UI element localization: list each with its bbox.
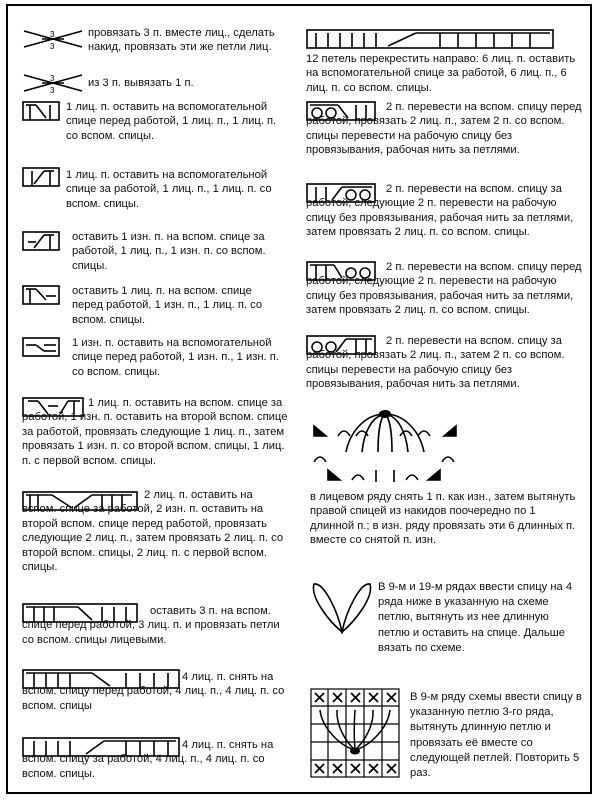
fan-symbol (310, 404, 460, 484)
fan-text: в лицевом ряду снять 1 п. как изн., затем вытянуть правой спицей из накидов поочередно по 1 длинной п.; в изн. ряду провязать эти 6 длинных п. вместе со снятой п. изн. (310, 491, 576, 547)
cross8-back-text: 4 лиц. п. снять на вспом. спицу за работой, 4 лиц. п., 4 лиц. п. со вспом. спицы. (22, 739, 274, 780)
slip2d-text: 2 п. перевести на вспом. спицу за работой, провязать 2 лиц. п., затем 2 п. со вспом. спицы перевести на рабочую спицу без провязывания, рабочая нить за петлями. (306, 335, 565, 391)
cross-back-symbol (22, 166, 62, 188)
3from3-symbol (22, 72, 86, 94)
svg-text:3: 3 (50, 86, 55, 94)
svg-text:3: 3 (50, 30, 55, 39)
slip2b-text: 2 п. перевести на вспом. спицу за работой, следующие 2 п. перевести на рабочую спицу без провязывания, рабочая нить за петлями, затем провязать 2 лиц. п. со вспом. спицы. (306, 183, 574, 239)
cross8-front-text: 4 лиц. п. снять на вспом. спицу перед работой, 4 лиц. п., 4 лиц. п. со вспом. спицы (22, 671, 285, 712)
slip2c-text: 2 п. перевести на вспом. спицу перед работой, следующие 2 п. перевести на рабочую спицу без провязывания, рабочая нить за петлями, затем провязать 2 лиц. п. со вспом. спицы. (306, 261, 582, 317)
cross12-symbol (306, 28, 556, 50)
3from3-text: из 3 п. вывязать 1 п. (88, 77, 194, 89)
cross-back-text: 1 лиц. п. оставить на вспомогательной спице за работой, 1 лиц. п., 1 лиц. п. со вспом. спицы. (66, 169, 272, 210)
drop-symbol (310, 578, 374, 638)
twist-purl-front-text: 1 изн. п. оставить на вспомогательной спице перед работой, 1 изн. п., 1 изн. п. со вспом. спицы. (72, 337, 279, 378)
cross6b-text: оставить 3 п. на вспом. спице перед работой, 3 лиц. п. и провязать петли со вспом. спицы лицевыми. (22, 605, 280, 646)
k3tog-symbol (22, 28, 86, 50)
twist-knit-text: оставить 1 лиц. п. на вспом. спице перед работой, 1 изн. п., 1 лиц. п. со вспом. спицы. (72, 285, 263, 326)
cross6-text: 2 лиц. п. оставить на вспом. спице за работой, 2 изн. п. оставить на второй вспом. спице перед работой, провязать следующие 2 лиц. п., затем провязать 2 лиц. п. со второй вспом. спицы, 2 лиц. п. с первой вспом. спицы. (22, 489, 284, 574)
cross-front-text: 1 лиц. п. оставить на вспомогательной спице перед работой, 1 лиц. п., 1 лиц. п. со вспом. спицы. (66, 101, 277, 142)
grid-text: В 9-м ряду схемы ввести спицу в указанную петлю 3-го ряда, вытянуть длинную петлю и провязать её вместе со следующей петлей. Повторить 5 раз. (410, 691, 582, 780)
k3tog-text: провязать 3 п. вместе лиц., сделать накид, провязать эти же петли лиц. (88, 27, 275, 54)
drop-text: В 9-м и 19-м рядах ввести спицу на 4 ряда ниже в указанную на схеме петлю, вытянуть из нее длинную петлю и оставить на спице. Дальше вязать по схеме. (378, 581, 573, 654)
svg-text:3: 3 (50, 42, 55, 50)
cross12-text: 12 петель перекрестить направо: 6 лиц. п. оставить на вспомогательной спице за работой, 6 лиц. п., 6 лиц. п. со вспом. спицы. (306, 53, 576, 94)
svg-text:3: 3 (50, 74, 55, 83)
twist-purl-text: оставить 1 изн. п. на вспом. спице за работой, 1 лиц. п., 1 изн. п. со вспом. спицы. (72, 231, 266, 272)
slip2a-text: 2 п. перевести на вспом. спицу перед работой, провязать 2 лиц. п., затем 2 п. со вспом. спицы перевести на рабочую спицу без провязывания, рабочая нить за петлями. (306, 101, 582, 157)
cross-front-symbol (22, 100, 62, 122)
twist-knit-symbol (22, 284, 62, 306)
cross3-text: 1 лиц. п. оставить на вспом. спице за работой, 1 изн. п. оставить на второй вспом. спице за работой, провязать следующие 1 лиц. п., затем провязать 1 изн. п. со второй вспом. спицы, 1 лиц. п. с первой вспом. спицы. (22, 397, 288, 467)
grid-symbol (310, 688, 402, 780)
twist-purl-front-symbol (22, 336, 62, 358)
twist-purl-symbol (22, 230, 62, 252)
